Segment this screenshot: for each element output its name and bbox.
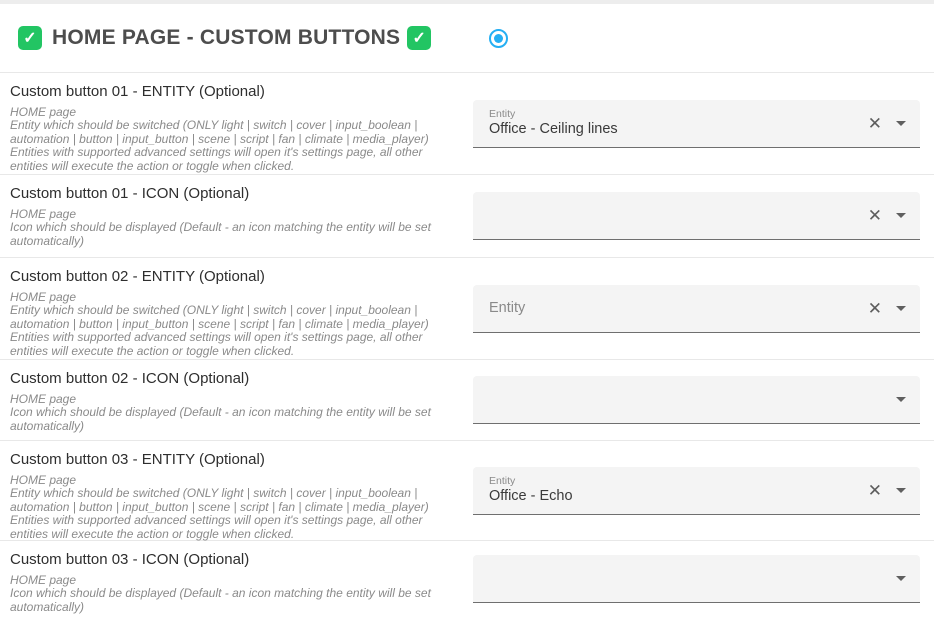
clear-icon[interactable]: ✕ [867,206,882,225]
field-placeholder: Entity [489,300,526,316]
clear-icon[interactable]: ✕ [867,298,882,318]
setting-title: Custom button 02 - ICON (Optional) [10,370,250,387]
setting-context: HOME page [10,290,77,304]
setting-row-button02-entity [0,258,934,360]
setting-description [10,574,462,614]
entity-select-button01[interactable] [473,100,920,148]
setting-title: Custom button 01 - ICON (Optional) [10,185,250,202]
setting-note: Entities with supported advanced settings will open it's settings page, all other entities will execute the action or toggle when clicked. [10,145,423,173]
field-label: Entity [489,108,516,120]
radio-dot [494,34,503,43]
setting-description [10,474,462,541]
setting-description-text: Icon which should be displayed (Default - an icon matching the entity will be set automatically) [10,220,431,248]
setting-row-button01-icon [0,175,934,258]
page-title: HOME PAGE - CUSTOM BUTTONS [52,26,401,49]
setting-row-button03-icon [0,541,934,617]
entity-select-button02[interactable] [473,285,920,333]
chevron-down-icon[interactable] [896,488,906,493]
clear-icon[interactable]: ✕ [867,480,882,500]
setting-context: HOME page [10,473,77,487]
setting-description [10,208,462,248]
setting-title: Custom button 03 - ICON (Optional) [10,551,250,568]
setting-row-button02-icon [0,360,934,441]
setting-row-button01-entity [0,73,934,175]
radio-selected-icon[interactable] [489,29,508,48]
chevron-down-icon[interactable] [896,306,906,311]
setting-description [10,291,462,358]
setting-context: HOME page [10,392,77,406]
checkbox-checked-icon[interactable]: ✓ [407,26,431,50]
chevron-down-icon[interactable] [896,121,906,126]
setting-description [10,393,462,433]
icon-select-button02[interactable] [473,376,920,424]
setting-title: Custom button 03 - ENTITY (Optional) [10,451,265,468]
setting-context: HOME page [10,573,77,587]
setting-description-text: Icon which should be displayed (Default - an icon matching the entity will be set automatically) [10,405,431,433]
setting-title: Custom button 01 - ENTITY (Optional) [10,83,265,100]
chevron-down-icon[interactable] [896,213,906,218]
entity-select-button03[interactable] [473,467,920,515]
setting-title: Custom button 02 - ENTITY (Optional) [10,268,265,285]
clear-icon[interactable]: ✕ [867,113,882,133]
setting-description-text: Entity which should be switched (ONLY light | switch | cover | input_boolean | automation | button | input_button | scene | script | fan | climate | media_player) [10,118,429,146]
setting-description [10,106,462,173]
setting-context: HOME page [10,207,77,221]
chevron-down-icon[interactable] [896,576,906,581]
setting-description-text: Icon which should be displayed (Default - an icon matching the entity will be set automatically) [10,586,431,614]
setting-row-button03-entity [0,441,934,541]
setting-description-text: Entity which should be switched (ONLY light | switch | cover | input_boolean | automation | button | input_button | scene | script | fan | climate | media_player) [10,303,429,331]
field-label: Entity [489,475,516,487]
icon-select-button01[interactable] [473,192,920,240]
setting-note: Entities with supported advanced settings will open it's settings page, all other entities will execute the action or toggle when clicked. [10,330,423,358]
setting-note: Entities with supported advanced settings will open it's settings page, all other entities will execute the action or toggle when clicked. [10,513,423,541]
section-header [0,4,934,73]
icon-select-button03[interactable] [473,555,920,603]
setting-description-text: Entity which should be switched (ONLY light | switch | cover | input_boolean | automation | button | input_button | scene | script | fan | climate | media_player) [10,486,429,514]
field-value: Office - Ceiling lines [489,121,618,137]
setting-context: HOME page [10,105,77,119]
chevron-down-icon[interactable] [896,397,906,402]
checkbox-checked-icon[interactable]: ✓ [18,26,42,50]
field-value: Office - Echo [489,488,573,504]
